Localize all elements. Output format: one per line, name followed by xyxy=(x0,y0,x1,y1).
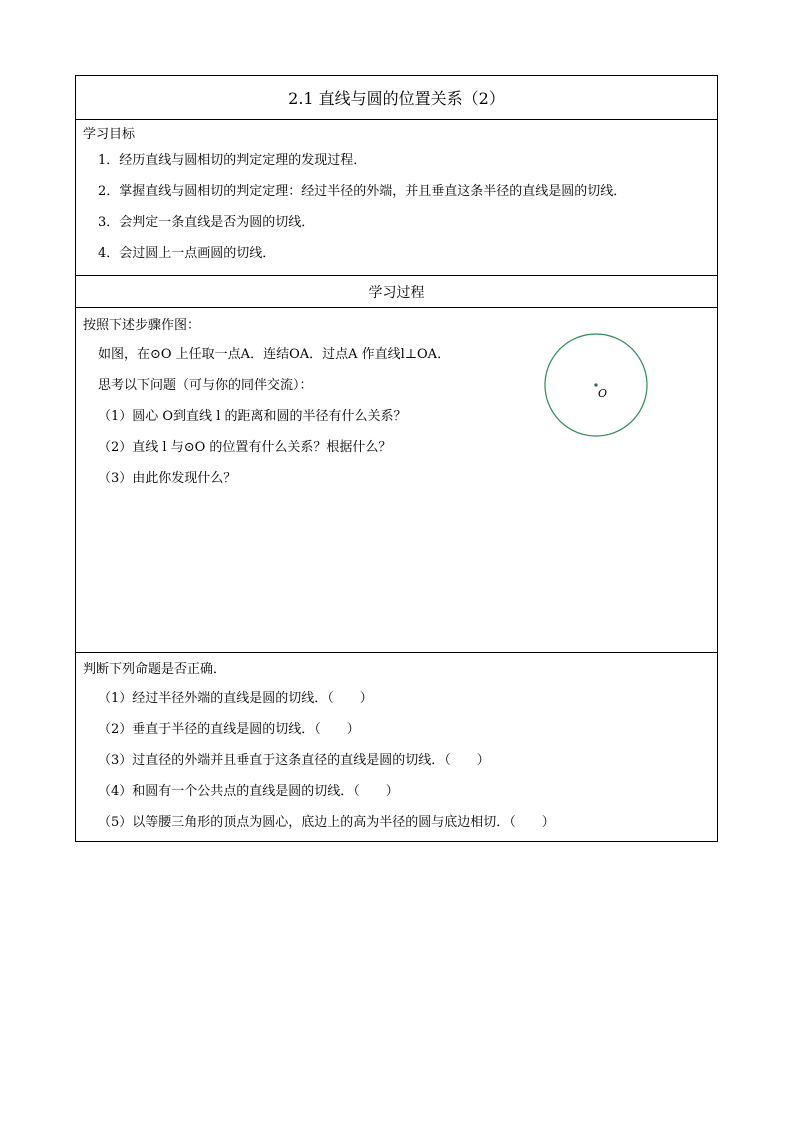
process-question: （3）由此你发现什么？ xyxy=(98,471,237,486)
objective-item: 1．经历直线与圆相切的判定定理的发现过程． xyxy=(98,153,367,168)
process-section-title: 学习过程 xyxy=(368,284,425,301)
process-heading: 按照下述步骤作图： xyxy=(83,318,201,333)
objective-item: 3．会判定一条直线是否为圆的切线． xyxy=(98,215,315,230)
judge-heading: 判断下列命题是否正确． xyxy=(83,662,227,677)
judge-item: （3）过直径的外端并且垂直于这条直径的直线是圆的切线．（ ） xyxy=(98,753,490,768)
title-row xyxy=(76,76,717,120)
objective-item: 4．会过圆上一点画圆的切线． xyxy=(98,246,276,261)
process-prompt: 思考以下问题（可与你的同伴交流）： xyxy=(98,378,313,393)
page-title: 2.1 直线与圆的位置关系（2） xyxy=(288,89,505,108)
process-question: （1）圆心 O到直线 l 的距离和圆的半径有什么关系？ xyxy=(98,409,407,424)
judge-item: （1）经过半径外端的直线是圆的切线．（ ） xyxy=(98,691,373,706)
process-section xyxy=(76,308,717,653)
process-section-title-row xyxy=(76,276,717,308)
judge-item: （4）和圆有一个公共点的直线是圆的切线．（ ） xyxy=(98,784,399,799)
circle-figure xyxy=(541,330,651,440)
objectives-heading: 学习目标 xyxy=(83,127,136,142)
objective-item: 2．掌握直线与圆相切的判定定理：经过半径的外端，并且垂直这条半径的直线是圆的切线． xyxy=(98,184,627,199)
worksheet-table xyxy=(75,75,718,842)
judge-item: （2）垂直于半径的直线是圆的切线．（ ） xyxy=(98,722,360,737)
judge-section xyxy=(76,653,717,841)
center-label: O xyxy=(598,387,608,400)
process-question: （2）直线 l 与⊙O 的位置有什么关系？根据什么？ xyxy=(98,440,392,455)
process-instruction: 如图，在⊙O 上任取一点A．连结OA．过点A 作直线l⊥OA． xyxy=(98,347,451,362)
judge-item: （5）以等腰三角形的顶点为圆心，底边上的高为半径的圆与底边相切．（ ） xyxy=(98,815,555,830)
objectives-section xyxy=(76,120,717,276)
